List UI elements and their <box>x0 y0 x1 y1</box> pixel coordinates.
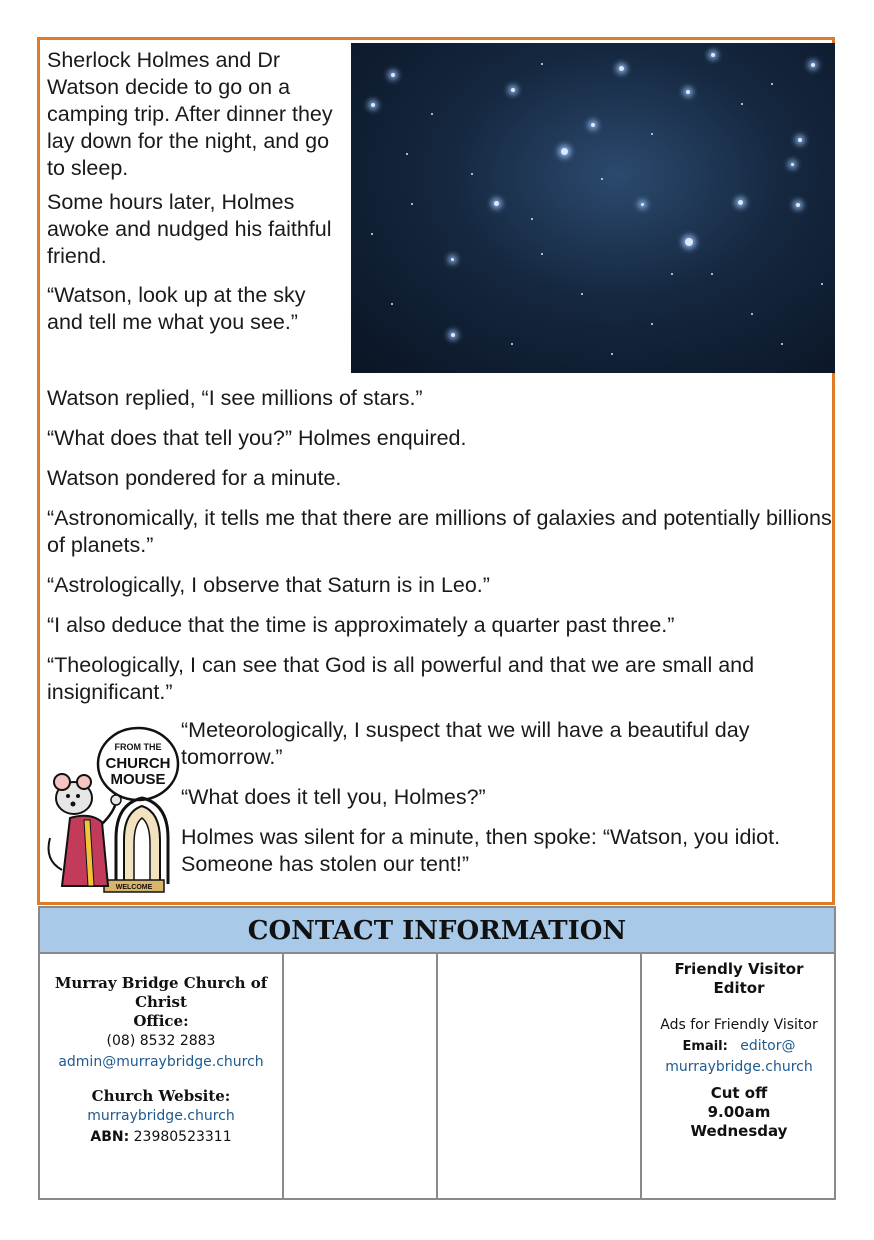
editor-title: Friendly Visitor Editor <box>674 960 804 997</box>
story-paragraph: “I also deduce that the time is approximately a quarter past three.” <box>47 613 675 637</box>
story-paragraph: Sherlock Holmes and Dr Watson decide to go on a camping trip. After dinner they lay down for the night, and go to sleep. <box>47 48 333 180</box>
story-paragraph: “Theologically, I can see that God is all powerful and that we are small and insignificant.” <box>47 653 755 704</box>
badge-line-1: FROM THE <box>114 742 162 752</box>
story-paragraph: “Astronomically, it tells me that there are millions of galaxies and potentially billions of planets.” <box>47 506 832 557</box>
contact-col-empty-1 <box>284 954 438 1198</box>
story-paragraph: Holmes was silent for a minute, then spoke: “Watson, you idiot. Someone has stolen our tent!” <box>181 825 781 876</box>
cutoff-text: Cut off 9.00am Wednesday <box>690 1084 788 1140</box>
editor-email-link-part1[interactable]: editor@ <box>740 1038 796 1054</box>
story-paragraph: “Astrologically, I observe that Saturn is in Leo.” <box>47 573 490 597</box>
editor-email-label: Email: <box>682 1039 728 1054</box>
editor-email-line <box>642 1036 836 1057</box>
badge-line-3: MOUSE <box>110 771 166 788</box>
story-paragraph: Watson pondered for a minute. <box>47 466 342 490</box>
website-label: Church Website: <box>91 1087 231 1105</box>
contact-grid <box>38 954 836 1200</box>
contact-col-editor <box>642 954 836 1198</box>
contact-section <box>38 906 836 1200</box>
ads-text: Ads for Friendly Visitor <box>660 1017 818 1033</box>
welcome-mat-text: WELCOME <box>115 884 153 891</box>
church-mouse-icon <box>40 720 180 900</box>
contact-header: CONTACT INFORMATION <box>38 906 836 954</box>
office-phone: (08) 8532 2883 <box>106 1033 216 1049</box>
abn-value: 23980523311 <box>133 1129 232 1145</box>
story-paragraph: Some hours later, Holmes awoke and nudged his faithful friend. <box>47 190 332 268</box>
story-paragraph: Watson replied, “I see millions of stars.” <box>47 386 423 410</box>
story-paragraph: “What does it tell you, Holmes?” <box>181 785 486 809</box>
story-body <box>47 385 832 706</box>
contact-col-church <box>40 954 284 1198</box>
abn-label: ABN: <box>90 1129 130 1145</box>
story-box <box>37 37 835 905</box>
abn-line <box>40 1127 282 1148</box>
story-paragraph: “What does that tell you?” Holmes enquired. <box>47 426 467 450</box>
story-paragraph: “Watson, look up at the sky and tell me what you see.” <box>47 283 306 334</box>
contact-col-empty-2 <box>438 954 642 1198</box>
church-name: Murray Bridge Church of Christ <box>54 974 268 1011</box>
starry-sky-image <box>351 43 835 373</box>
office-label: Office: <box>133 1012 189 1030</box>
website-link[interactable]: murraybridge.church <box>87 1108 235 1124</box>
church-mouse-illustration <box>40 720 180 900</box>
office-email-link[interactable]: admin@murraybridge.church <box>58 1054 264 1070</box>
story-intro <box>47 47 347 336</box>
story-paragraph: “Meteorologically, I suspect that we will have a beautiful day tomorrow.” <box>181 718 750 769</box>
editor-email-link-part2[interactable]: murraybridge.church <box>665 1059 813 1075</box>
story-ending <box>181 717 831 878</box>
badge-line-2: CHURCH <box>105 755 171 772</box>
